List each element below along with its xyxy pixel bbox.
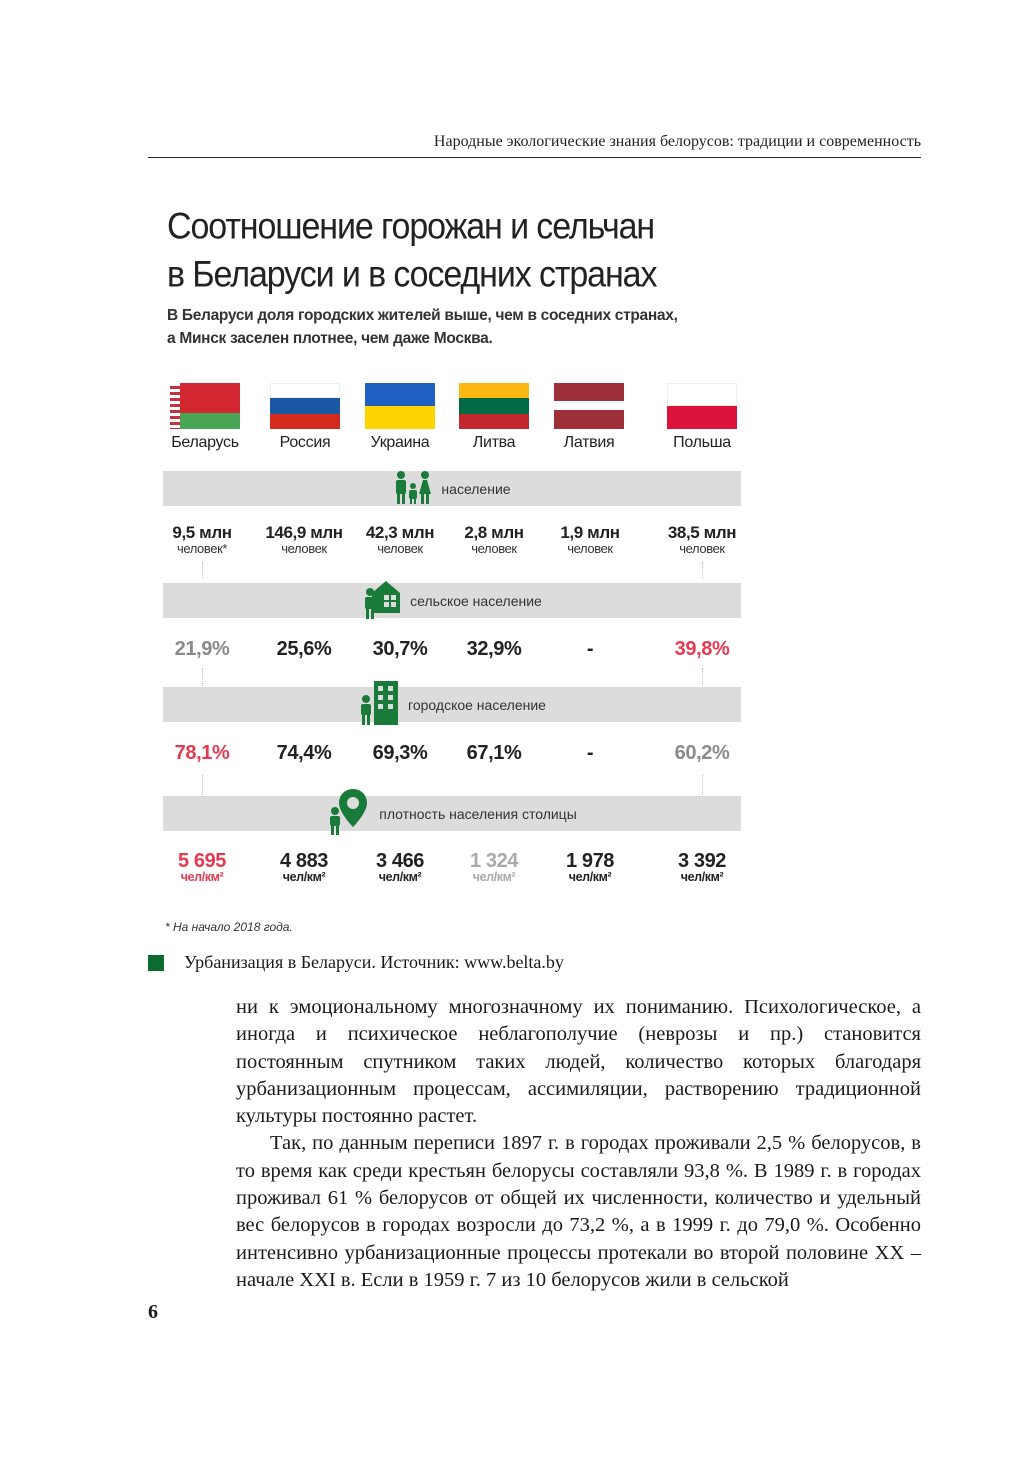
urban-value: 67,1% bbox=[466, 742, 522, 764]
rural-value: 39,8% bbox=[674, 638, 730, 660]
title-line-1: Соотношение горожан и сельчан bbox=[167, 205, 655, 248]
urban-value: 60,2% bbox=[674, 742, 730, 764]
population-cell bbox=[256, 523, 352, 556]
column-guide bbox=[702, 562, 704, 578]
subtitle-line-1: В Беларуси доля городских жителей выше, чем в соседних странах, bbox=[167, 307, 678, 324]
rural-value: 25,6% bbox=[276, 638, 332, 660]
country-name: Литва bbox=[472, 434, 516, 451]
population-cell bbox=[352, 523, 448, 556]
infographic-subtitle bbox=[167, 304, 757, 350]
population-unit: человек bbox=[471, 541, 517, 556]
band-rural bbox=[163, 583, 741, 618]
urban-value: 74,4% bbox=[276, 742, 332, 764]
density-value: 3 392 bbox=[677, 850, 727, 872]
population-unit: человек bbox=[377, 541, 423, 556]
population-cell bbox=[654, 523, 750, 556]
country-ukraine bbox=[355, 383, 445, 452]
population-value: 2,8 млн bbox=[464, 523, 524, 542]
density-cell bbox=[446, 850, 542, 884]
density-cell bbox=[352, 850, 448, 884]
band-density bbox=[163, 796, 741, 831]
band-label: городское население bbox=[408, 696, 546, 713]
column-guide bbox=[202, 668, 204, 688]
country-name: Латвия bbox=[563, 434, 615, 451]
running-head: Народные экологические знания белорусов: традиции и современность bbox=[433, 133, 921, 150]
density-unit: чел/км² bbox=[568, 870, 612, 884]
population-cell bbox=[154, 523, 250, 556]
city-building-icon bbox=[358, 681, 400, 728]
lithuania-flag-icon bbox=[459, 383, 529, 429]
paragraph: ни к эмоциональному многозначному их пониманию. Психологическое, а иногда и психическое неблагополучие (неврозы и пр.) становится постоянным спутником таких людей, количество которых благодаря урбанизационным процессам, ассимиляции, растворению традиционной культуры постоянно растет. bbox=[236, 996, 921, 1128]
population-value: 1,9 млн bbox=[560, 523, 620, 542]
density-unit: чел/км² bbox=[378, 870, 422, 884]
band-label: плотность населения столицы bbox=[379, 805, 577, 822]
page-number: 6 bbox=[148, 1301, 158, 1323]
infographic-title bbox=[167, 202, 656, 299]
figure-caption bbox=[148, 952, 564, 973]
band-label: население bbox=[441, 480, 511, 497]
column-guide bbox=[202, 775, 204, 795]
ukraine-flag-icon bbox=[365, 383, 435, 429]
density-unit: чел/км² bbox=[472, 870, 516, 884]
footnote: * На начало 2018 года. bbox=[165, 920, 293, 934]
country-belarus bbox=[160, 383, 250, 452]
density-value: 1 324 bbox=[469, 850, 519, 872]
population-value: 38,5 млн bbox=[667, 523, 737, 542]
body-text bbox=[236, 994, 921, 1294]
country-name: Беларусь bbox=[171, 434, 239, 451]
header-rule bbox=[148, 157, 921, 158]
family-icon bbox=[393, 470, 433, 507]
population-cell bbox=[542, 523, 638, 556]
country-russia bbox=[260, 383, 350, 452]
population-unit: человек bbox=[281, 541, 327, 556]
rural-value: 30,7% bbox=[372, 638, 428, 660]
rural-house-icon bbox=[362, 579, 402, 622]
caption-text: Урбанизация в Беларуси. Источник: www.belta.by bbox=[184, 952, 564, 972]
population-unit: человек* bbox=[176, 541, 228, 556]
column-guide bbox=[702, 775, 704, 795]
population-cell bbox=[446, 523, 542, 556]
density-value: 5 695 bbox=[177, 850, 227, 872]
density-cell bbox=[542, 850, 638, 884]
country-latvia bbox=[544, 383, 634, 452]
density-unit: чел/км² bbox=[282, 870, 326, 884]
population-value: 9,5 млн bbox=[172, 523, 232, 542]
density-value: 3 466 bbox=[375, 850, 425, 872]
band-urban bbox=[163, 687, 741, 722]
country-name: Украина bbox=[370, 434, 430, 451]
belarus-flag-icon bbox=[170, 383, 240, 429]
country-lithuania bbox=[449, 383, 539, 452]
rural-value: 21,9% bbox=[174, 638, 230, 660]
density-unit: чел/км² bbox=[680, 870, 724, 884]
location-pin-icon bbox=[327, 789, 371, 838]
country-name: Польша bbox=[673, 434, 731, 451]
density-cell bbox=[154, 850, 250, 884]
paragraph: Так, по данным переписи 1897 г. в городах проживали 2,5 % белорусов, в то время как среди крестьян белорусы составляли 93,8 %. В 1989 г. в городах проживал 61 % белорусов от общей их численности, количество и удельный вес белорусов в городах возросли до 73,2 %, а в 1999 г. до 79,0 %. Особенно интенсивно урбанизационные процессы протекали во второй половине XX – начале XXI в. Если в 1959 г. 7 из 10 белорусов жили в сельской bbox=[236, 1132, 921, 1291]
latvia-flag-icon bbox=[554, 383, 624, 429]
density-value: 4 883 bbox=[279, 850, 329, 872]
caption-square-icon bbox=[148, 955, 164, 971]
urban-value: 69,3% bbox=[372, 742, 428, 764]
population-value: 42,3 млн bbox=[365, 523, 435, 542]
subtitle-line-2: а Минск заселен плотнее, чем даже Москва. bbox=[167, 330, 493, 347]
poland-flag-icon bbox=[667, 383, 737, 429]
band-population bbox=[163, 471, 741, 506]
title-line-2: в Беларуси и в соседних странах bbox=[167, 253, 657, 296]
urban-value: 78,1% bbox=[174, 742, 230, 764]
urban-value: - bbox=[586, 742, 594, 764]
density-cell bbox=[256, 850, 352, 884]
population-unit: человек bbox=[567, 541, 613, 556]
rural-value: 32,9% bbox=[466, 638, 522, 660]
density-value: 1 978 bbox=[565, 850, 615, 872]
russia-flag-icon bbox=[270, 383, 340, 429]
density-unit: чел/км² bbox=[180, 870, 224, 884]
population-value: 146,9 млн bbox=[265, 523, 343, 542]
column-guide bbox=[702, 668, 704, 688]
country-poland bbox=[657, 383, 747, 452]
column-guide bbox=[202, 562, 204, 578]
density-cell bbox=[654, 850, 750, 884]
population-unit: человек bbox=[679, 541, 725, 556]
rural-value: - bbox=[586, 638, 594, 660]
band-label: сельское население bbox=[410, 592, 542, 609]
country-name: Россия bbox=[279, 434, 331, 451]
